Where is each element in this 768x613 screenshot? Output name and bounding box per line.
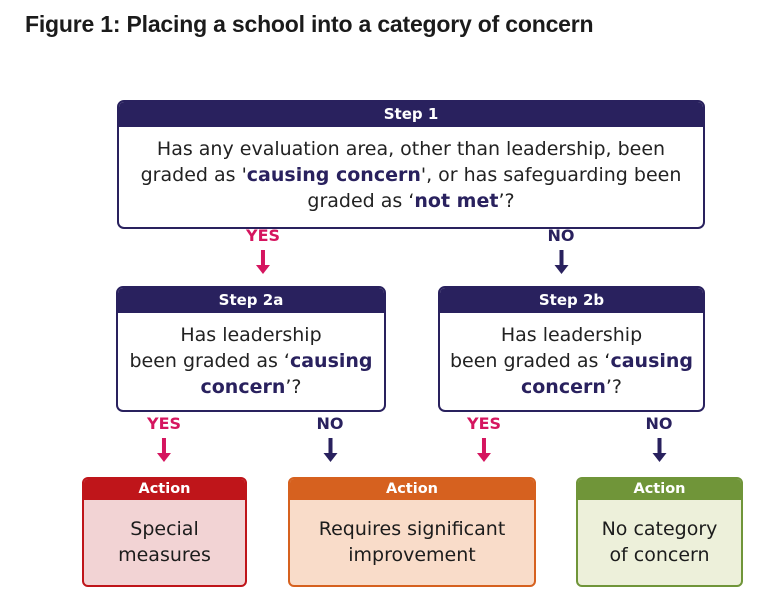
question-text-part: been graded as ‘	[449, 350, 611, 373]
edge-label-no: NO	[645, 414, 673, 433]
action-box-no-category-of-concern	[576, 477, 743, 587]
action-body	[290, 500, 534, 585]
step2b-box	[438, 286, 705, 412]
action-header: Action	[84, 479, 245, 500]
arrow-down-icon	[657, 438, 661, 453]
edge-step2a-yes	[147, 416, 181, 453]
edge-step2b-yes	[467, 416, 501, 453]
question-text-part: been graded as ‘	[129, 350, 290, 373]
arrow-down-icon	[559, 250, 563, 265]
question-text-part: ’?	[285, 376, 302, 399]
figure-title: Figure 1: Placing a school into a category of concern	[25, 11, 594, 37]
step2a-header: Step 2a	[118, 288, 384, 313]
action-box-requires-significant-improvement	[288, 477, 536, 587]
question-text-part: graded as ‘	[307, 190, 415, 213]
question-text-part: Has leadership	[500, 324, 643, 346]
question-text-part: ', or has safeguarding been	[420, 164, 682, 187]
step2b-question	[440, 313, 703, 412]
step2a-box	[116, 286, 386, 412]
edge-step2a-no	[317, 416, 344, 453]
action-box-special-measures	[82, 477, 247, 587]
edge-label-yes: YES	[466, 414, 502, 433]
question-text-part: ’?	[498, 190, 515, 213]
step2b-header: Step 2b	[440, 288, 703, 313]
question-text-part: ’?	[605, 376, 622, 399]
arrow-down-icon	[328, 438, 332, 453]
action-body	[578, 500, 741, 585]
arrow-down-icon	[261, 250, 265, 265]
action-header: Action	[578, 479, 741, 500]
action-text: Special measures	[118, 518, 211, 566]
highlight-causing-concern: causing concern	[246, 164, 421, 187]
arrow-down-icon	[162, 438, 166, 453]
action-text: No category of concern	[601, 518, 718, 566]
step1-box	[117, 100, 705, 229]
action-text: Requires significant improvement	[318, 518, 506, 566]
action-body	[84, 500, 245, 585]
edge-step1-no	[548, 228, 575, 265]
edge-step1-yes	[246, 228, 280, 265]
edge-label-no: NO	[316, 414, 344, 433]
step1-question	[119, 127, 703, 227]
edge-step2b-no	[646, 416, 673, 453]
action-header: Action	[290, 479, 534, 500]
edge-label-yes: YES	[146, 414, 182, 433]
question-text-part: Has any evaluation area, other than leadership, been	[156, 138, 666, 160]
step1-header: Step 1	[119, 102, 703, 127]
edge-label-no: NO	[547, 226, 575, 245]
highlight-not-met: not met	[414, 190, 499, 213]
question-text-part: graded as '	[140, 164, 247, 187]
question-text-part: Has leadership	[180, 324, 322, 346]
step2a-question	[118, 313, 384, 412]
arrow-down-icon	[482, 438, 486, 453]
highlight-causing-concern: causing concern	[520, 350, 694, 399]
highlight-causing-concern: causing concern	[200, 350, 373, 399]
edge-label-yes: YES	[245, 226, 281, 245]
